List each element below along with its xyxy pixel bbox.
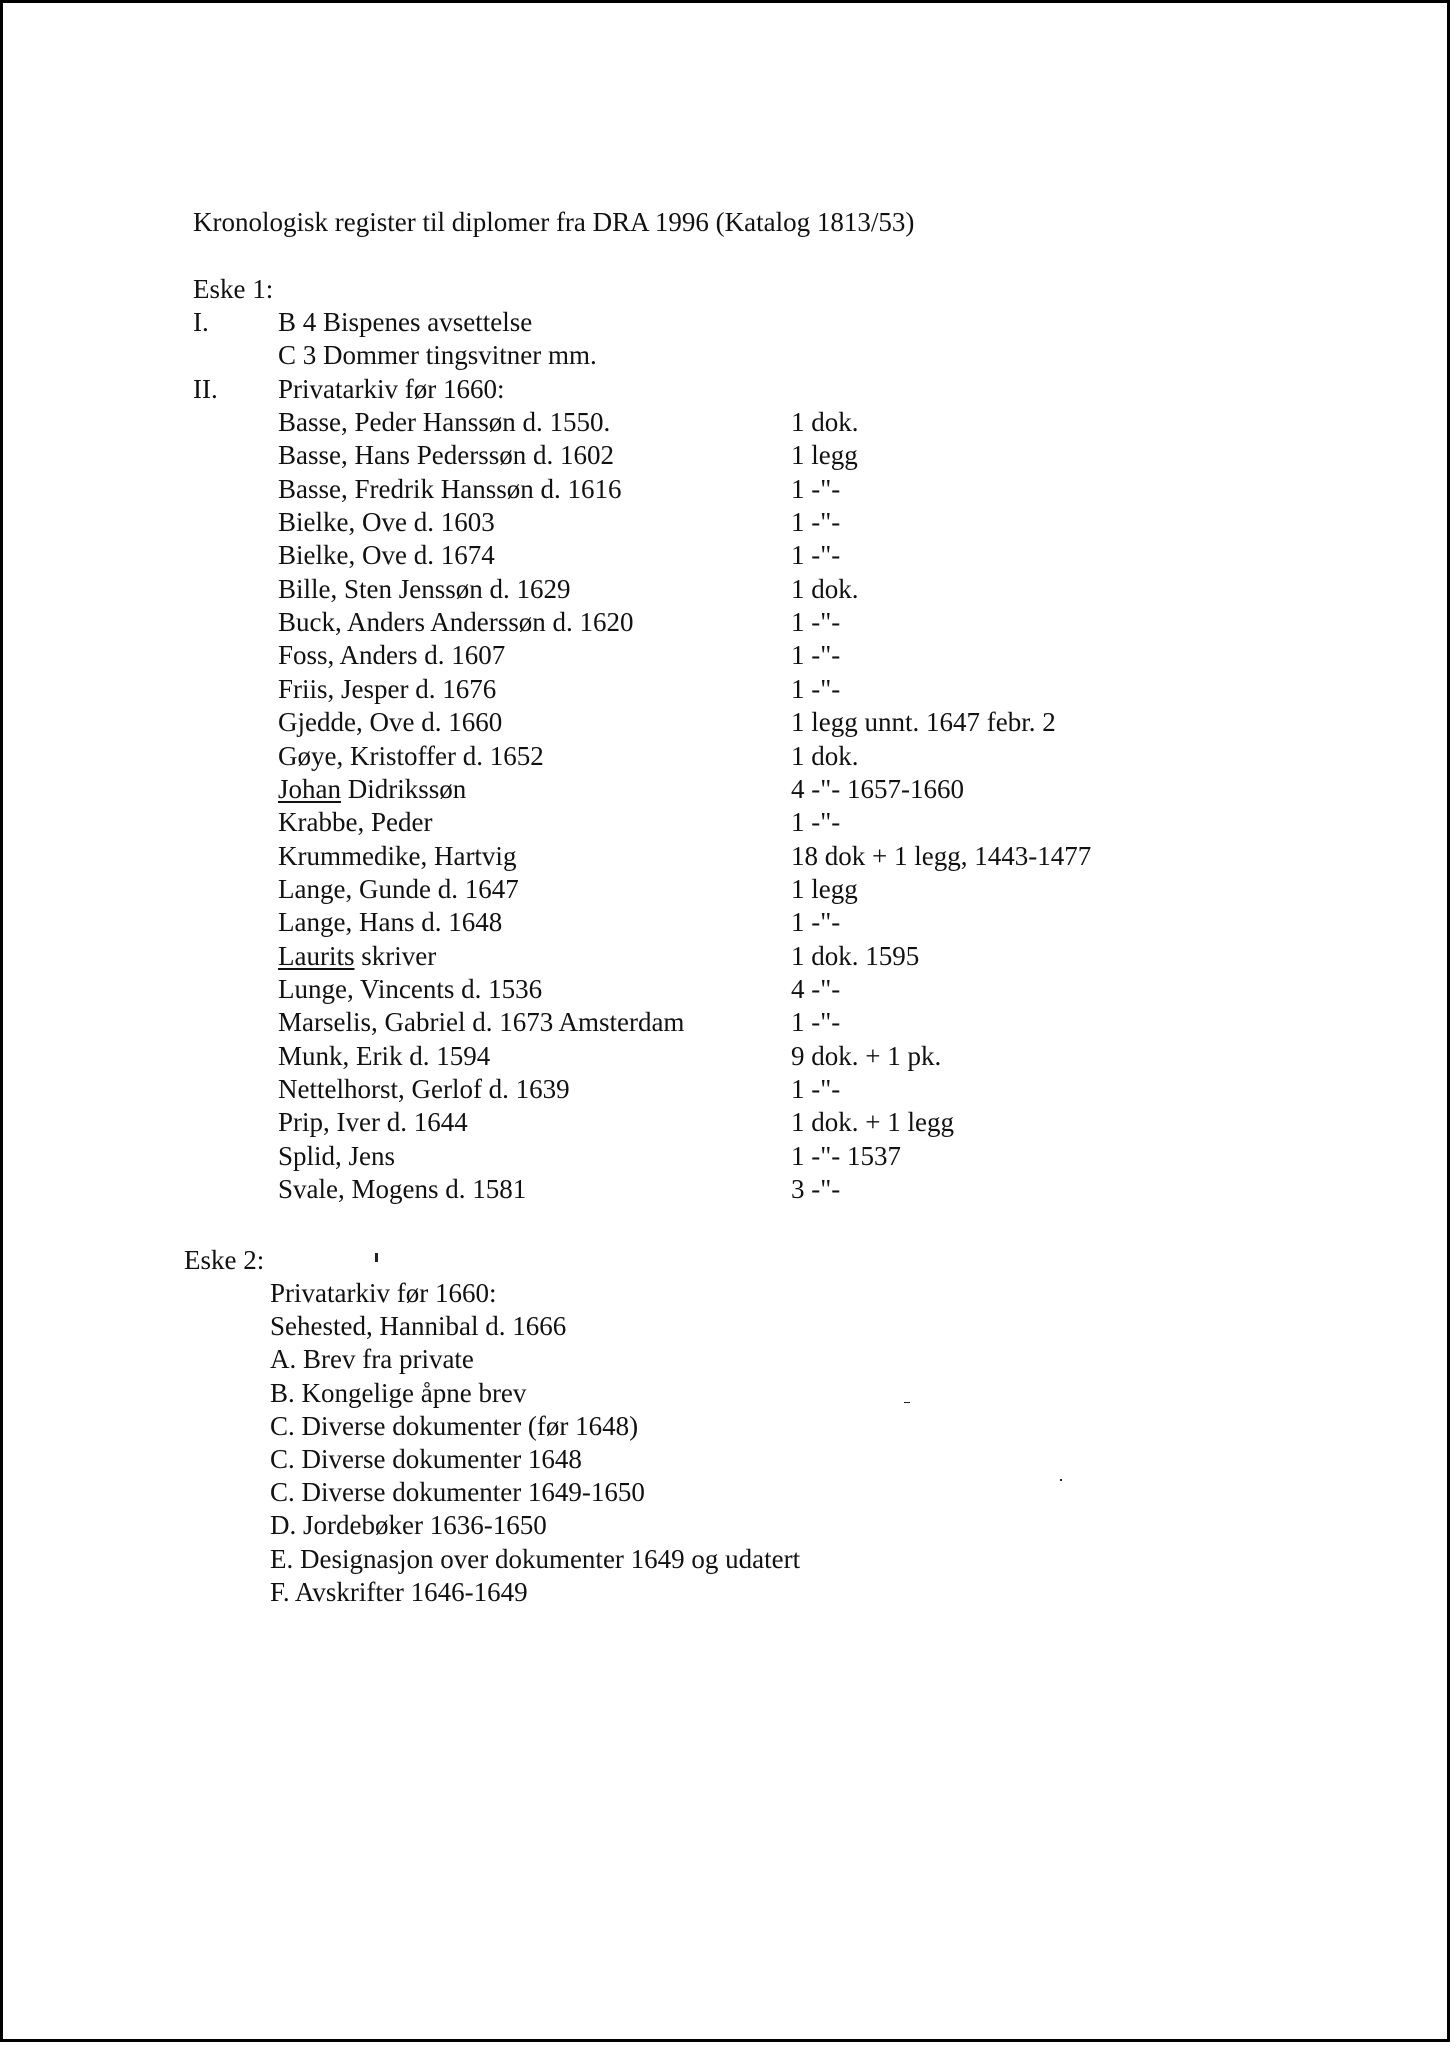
entry-quantity: 1 legg unnt. 1647 febr. 2 xyxy=(791,707,1056,737)
entry-name: Marselis, Gabriel d. 1673 Amsterdam xyxy=(278,1007,685,1037)
entry-name: Gjedde, Ove d. 1660 xyxy=(278,707,503,737)
eske2-line: Privatarkiv før 1660: xyxy=(270,1278,497,1308)
entry-name: Svale, Mogens d. 1581 xyxy=(278,1174,527,1204)
entry-name: Bielke, Ove d. 1603 xyxy=(278,507,495,537)
entry-quantity: 1 -"- xyxy=(791,1074,841,1104)
eske2-line: F. Avskrifter 1646-1649 xyxy=(270,1577,528,1607)
entry-quantity: 1 -"- xyxy=(791,807,841,837)
section-line: B 4 Bispenes avsettelse xyxy=(278,307,533,337)
entry-name-rest: Didrikssøn xyxy=(341,774,467,804)
entry-quantity: 1 -"- xyxy=(791,507,841,537)
eske1-label: Eske 1: xyxy=(193,274,274,304)
entry-name: Foss, Anders d. 1607 xyxy=(278,640,506,670)
entry-name: Splid, Jens xyxy=(278,1141,396,1171)
eske2-line: B. Kongelige åpne brev xyxy=(270,1378,527,1408)
entry-quantity: 1 -"- xyxy=(791,674,841,704)
eske2-line: Sehested, Hannibal d. 1666 xyxy=(270,1311,567,1341)
entry-quantity: 1 dok. xyxy=(791,407,859,437)
section-line: C 3 Dommer tingsvitner mm. xyxy=(278,340,597,370)
section-line: Privatarkiv før 1660: xyxy=(278,374,505,404)
entry-name-underlined: Johan xyxy=(278,774,341,804)
entry-name: Bille, Sten Jenssøn d. 1629 xyxy=(278,574,571,604)
entry-quantity: 1 legg xyxy=(791,440,858,470)
entry-name-rest: skriver xyxy=(354,941,437,971)
entry-name-underlined: Laurits xyxy=(278,941,355,971)
entry-name: Lange, Hans d. 1648 xyxy=(278,907,503,937)
entry-name: Basse, Hans Pederssøn d. 1602 xyxy=(278,440,614,470)
entry-quantity: 1 -"- xyxy=(791,607,841,637)
entry-name: Basse, Fredrik Hanssøn d. 1616 xyxy=(278,474,622,504)
scan-speck xyxy=(375,1253,378,1262)
eske2-line: E. Designasjon over dokumenter 1649 og udatert xyxy=(270,1544,801,1574)
section-number: I. xyxy=(193,307,209,337)
scan-speck xyxy=(904,1402,910,1403)
eske2-line: D. Jordebøker 1636-1650 xyxy=(270,1510,547,1540)
entry-name: Nettelhorst, Gerlof d. 1639 xyxy=(278,1074,570,1104)
entry-quantity: 1 -"- xyxy=(791,540,841,570)
entry-name: Munk, Erik d. 1594 xyxy=(278,1041,491,1071)
entry-quantity: 4 -"- 1657-1660 xyxy=(791,774,964,804)
entry-quantity: 1 -"- xyxy=(791,907,841,937)
entry-quantity: 1 -"- xyxy=(791,1007,841,1037)
eske2-line: A. Brev fra private xyxy=(270,1344,474,1374)
entry-name: Krummedike, Hartvig xyxy=(278,841,517,871)
entry-name xyxy=(278,940,436,972)
entry-name: Basse, Peder Hanssøn d. 1550. xyxy=(278,407,611,437)
entry-quantity: 1 dok. + 1 legg xyxy=(791,1107,954,1137)
entry-quantity: 1 -"- xyxy=(791,474,841,504)
entry-quantity: 1 -"- xyxy=(791,640,841,670)
entry-name: Bielke, Ove d. 1674 xyxy=(278,540,495,570)
eske2-line: C. Diverse dokumenter 1649-1650 xyxy=(270,1477,645,1507)
entry-quantity: 1 dok. xyxy=(791,741,859,771)
entry-quantity: 1 dok. xyxy=(791,574,859,604)
entry-name: Buck, Anders Anderssøn d. 1620 xyxy=(278,607,634,637)
entry-quantity: 18 dok + 1 legg, 1443-1477 xyxy=(791,841,1092,871)
entry-name xyxy=(278,773,466,805)
entry-name: Friis, Jesper d. 1676 xyxy=(278,674,497,704)
entry-quantity: 4 -"- xyxy=(791,974,841,1004)
eske2-line: C. Diverse dokumenter 1648 xyxy=(270,1444,582,1474)
entry-name: Prip, Iver d. 1644 xyxy=(278,1107,468,1137)
entry-quantity: 9 dok. + 1 pk. xyxy=(791,1041,942,1071)
entry-quantity: 1 dok. 1595 xyxy=(791,941,920,971)
entry-name: Krabbe, Peder xyxy=(278,807,433,837)
entry-name: Lange, Gunde d. 1647 xyxy=(278,874,519,904)
entry-quantity: 1 legg xyxy=(791,874,858,904)
page-title: Kronologisk register til diplomer fra DRA 1996 (Katalog 1813/53) xyxy=(193,207,915,237)
entry-name: Lunge, Vincents d. 1536 xyxy=(278,974,543,1004)
scan-speck xyxy=(1060,1479,1062,1481)
eske2-label: Eske 2: xyxy=(184,1245,265,1275)
eske2-line: C. Diverse dokumenter (før 1648) xyxy=(270,1411,639,1441)
entry-name: Gøye, Kristoffer d. 1652 xyxy=(278,741,544,771)
section-number: II. xyxy=(193,374,218,404)
entry-quantity: 1 -"- 1537 xyxy=(791,1141,902,1171)
entry-quantity: 3 -"- xyxy=(791,1174,841,1204)
